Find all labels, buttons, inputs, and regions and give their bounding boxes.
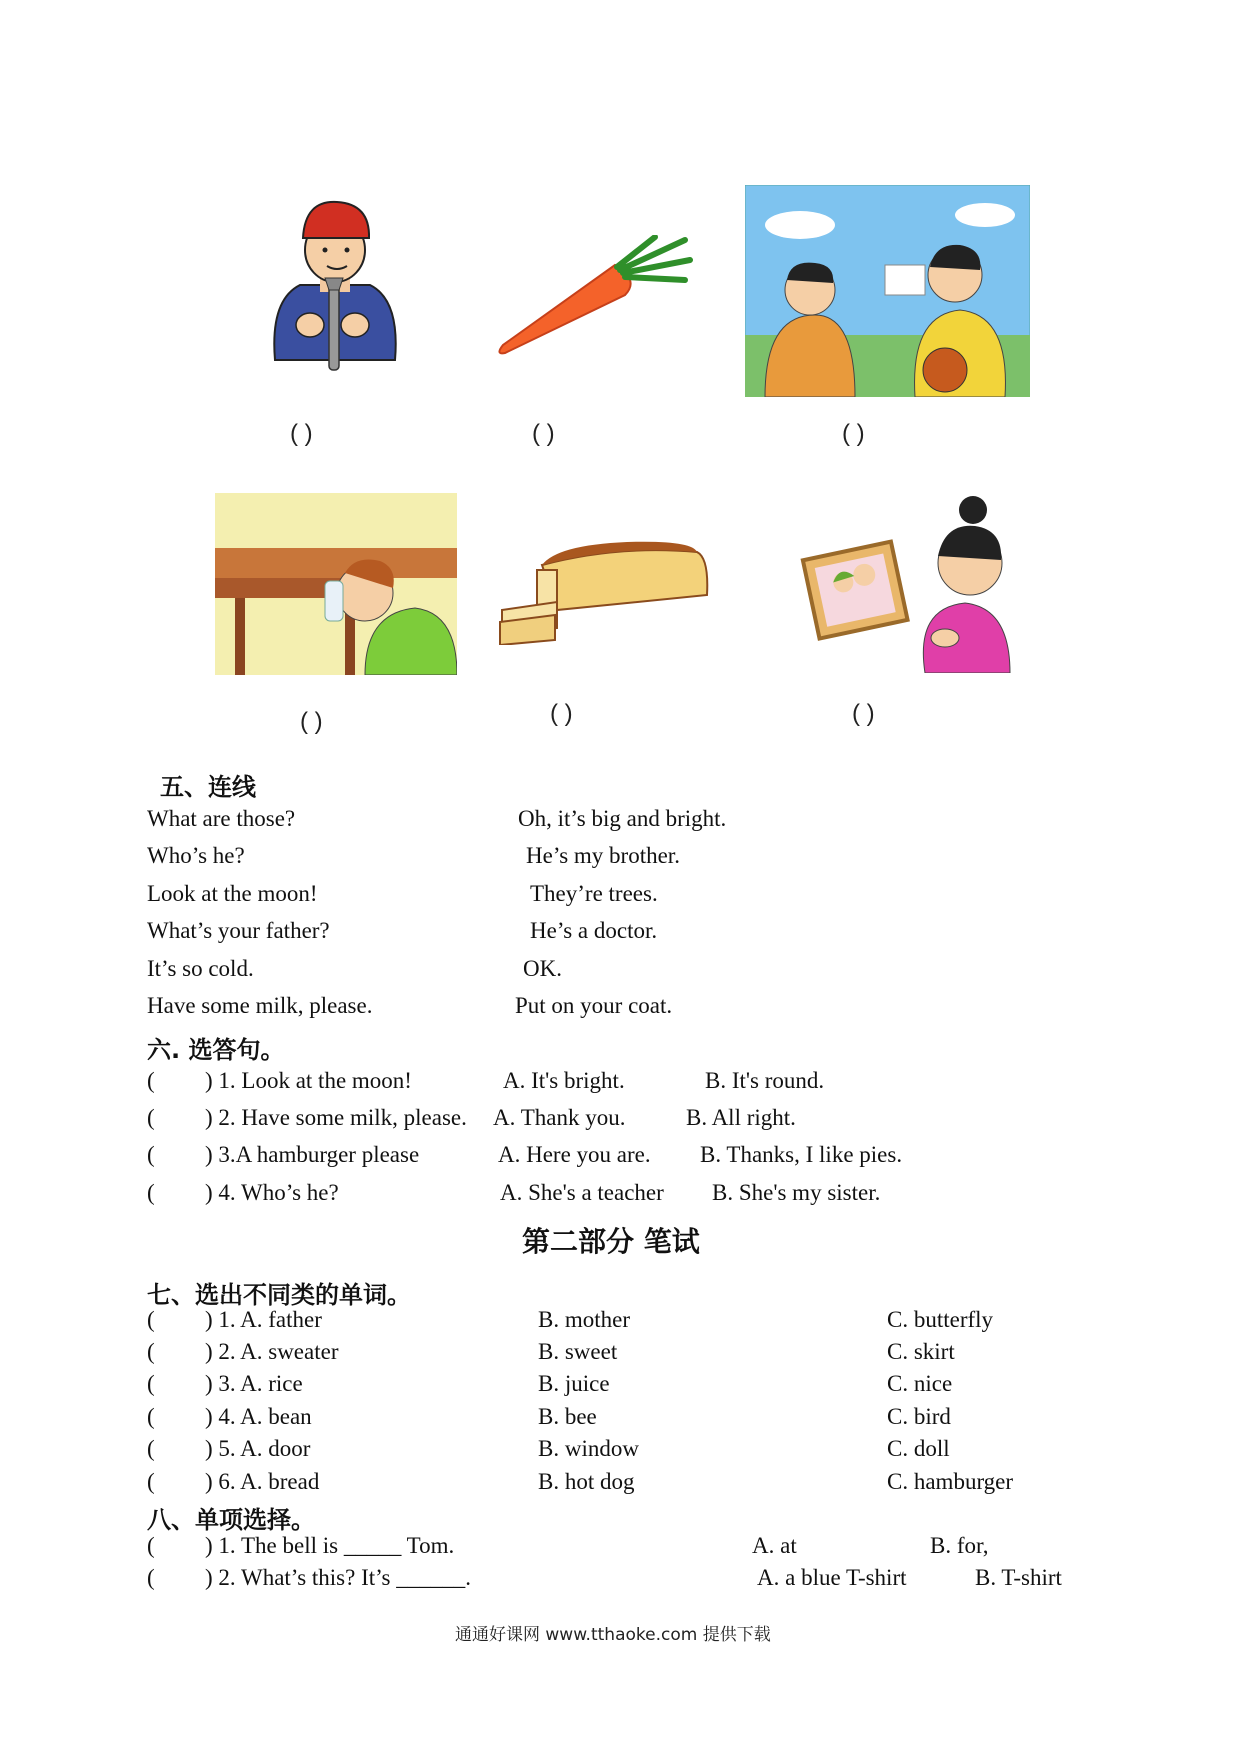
mechanic-boy-picture — [255, 190, 415, 390]
word-b: B. juice — [538, 1371, 610, 1396]
option-a: A. Thank you. — [493, 1105, 626, 1130]
girl-with-family-photo-picture — [795, 478, 1015, 673]
question-text: ) 3.A hamburger please — [205, 1142, 420, 1167]
word-c: C. hamburger — [887, 1469, 1014, 1494]
answer-paren[interactable]: ( — [147, 1180, 155, 1205]
word-a: ) 1. A. father — [205, 1307, 322, 1332]
word-b: B. sweet — [538, 1339, 618, 1364]
option-b: B. T-shirt — [975, 1565, 1062, 1590]
section6-heading: 六. 选答句。 — [147, 1036, 285, 1064]
answer-paren[interactable]: ( — [147, 1339, 155, 1364]
answer-paren-5[interactable]: ( ) — [550, 700, 573, 727]
word-a: ) 6. A. bread — [205, 1469, 320, 1494]
answer-paren[interactable]: ( — [147, 1142, 155, 1167]
word-a: ) 4. A. bean — [205, 1404, 312, 1429]
basketball-boys-picture — [745, 185, 1030, 397]
question-text: ) 2. Have some milk, please. — [205, 1105, 467, 1130]
match-left-1[interactable]: What are those? — [147, 806, 296, 831]
word-c: C. skirt — [887, 1339, 955, 1364]
option-b: B. It's round. — [705, 1068, 825, 1093]
answer-paren-6[interactable]: ( ) — [852, 700, 875, 727]
question-text: ) 1. Look at the moon! — [205, 1068, 412, 1093]
question-text: ) 4. Who’s he? — [205, 1180, 339, 1205]
word-b: B. hot dog — [538, 1469, 635, 1494]
bread-picture — [497, 540, 712, 645]
option-a: A. Here you are. — [498, 1142, 651, 1167]
word-a: ) 3. A. rice — [205, 1371, 303, 1396]
page-footer: 通通好课网 www.tthaoke.com 提供下载 — [455, 1625, 771, 1645]
match-right-5[interactable]: OK. — [523, 956, 562, 981]
answer-paren[interactable]: ( — [147, 1469, 155, 1494]
word-a: ) 2. A. sweater — [205, 1339, 339, 1364]
word-a: ) 5. A. door — [205, 1436, 311, 1461]
answer-paren-2[interactable]: ( ) — [532, 420, 555, 447]
word-c: C. bird — [887, 1404, 951, 1429]
answer-paren[interactable]: ( — [147, 1068, 155, 1093]
answer-paren[interactable]: ( — [147, 1404, 155, 1429]
option-a: A. It's bright. — [503, 1068, 625, 1093]
match-right-4[interactable]: He’s a doctor. — [530, 918, 658, 943]
match-left-4[interactable]: What’s your father? — [147, 918, 330, 943]
question-text: ) 1. The bell is _____ Tom. — [205, 1533, 455, 1558]
match-right-2[interactable]: He’s my brother. — [526, 843, 680, 868]
word-c: C. nice — [887, 1371, 953, 1396]
answer-paren[interactable]: ( — [147, 1371, 155, 1396]
word-b: B. mother — [538, 1307, 630, 1332]
match-right-1[interactable]: Oh, it’s big and bright. — [518, 806, 727, 831]
word-b: B. bee — [538, 1404, 597, 1429]
option-b: B. for, — [930, 1533, 989, 1558]
option-a: A. She's a teacher — [500, 1180, 664, 1205]
question-text: ) 2. What’s this? It’s ______. — [205, 1565, 471, 1590]
word-c: C. butterfly — [887, 1307, 994, 1332]
match-right-3[interactable]: They’re trees. — [530, 881, 658, 906]
match-left-5[interactable]: It’s so cold. — [147, 956, 254, 981]
section5-heading: 五、连线 — [160, 773, 256, 801]
answer-paren[interactable]: ( — [147, 1436, 155, 1461]
answer-paren[interactable]: ( — [147, 1307, 155, 1332]
answer-paren-3[interactable]: ( ) — [842, 420, 865, 447]
answer-paren-1[interactable]: ( ) — [290, 420, 313, 447]
section7-heading: 七、选出不同类的单词。 — [147, 1281, 411, 1309]
option-b: B. Thanks, I like pies. — [700, 1142, 903, 1167]
match-left-6[interactable]: Have some milk, please. — [147, 993, 373, 1018]
carrot-picture — [495, 235, 695, 360]
word-c: C. doll — [887, 1436, 950, 1461]
answer-paren[interactable]: ( — [147, 1105, 155, 1130]
answer-paren-4[interactable]: ( ) — [300, 708, 323, 735]
section8-heading: 八、单项选择。 — [147, 1506, 315, 1534]
answer-paren[interactable]: ( — [147, 1533, 155, 1558]
match-right-6[interactable]: Put on your coat. — [515, 993, 673, 1018]
part2-title: 第二部分 笔试 — [522, 1225, 700, 1258]
option-b: B. All right. — [686, 1105, 796, 1130]
match-left-3[interactable]: Look at the moon! — [147, 881, 318, 906]
match-left-2[interactable]: Who’s he? — [147, 843, 245, 868]
answer-paren[interactable]: ( — [147, 1565, 155, 1590]
option-b: B. She's my sister. — [712, 1180, 881, 1205]
word-b: B. window — [538, 1436, 639, 1461]
option-a: A. at — [752, 1533, 797, 1558]
boy-drinking-milk-picture — [215, 493, 457, 675]
option-a: A. a blue T-shirt — [757, 1565, 907, 1590]
